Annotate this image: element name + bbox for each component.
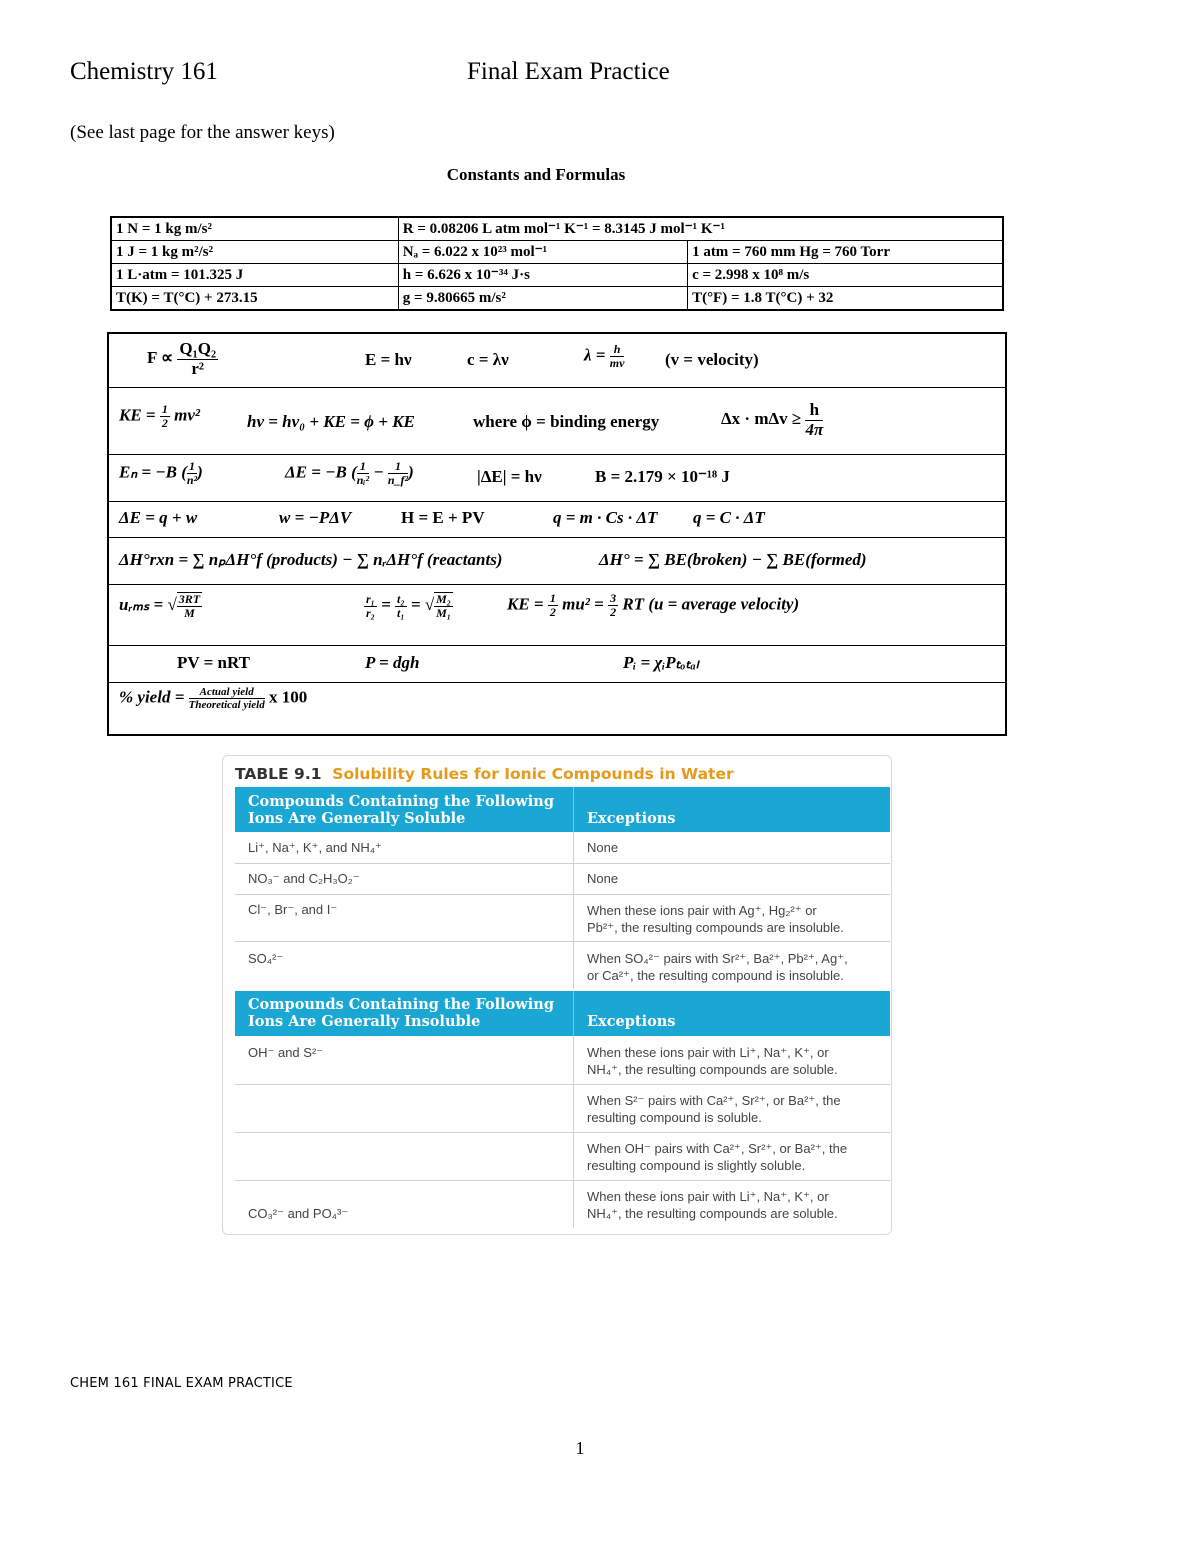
running-footer: CHEM 161 FINAL EXAM PRACTICE	[70, 1376, 293, 1391]
ion-cell: NO₃⁻ and C₂H₃O₂⁻	[248, 871, 360, 886]
de-broglie-equation: λ = $\frac{h}{mv}$	[584, 342, 625, 371]
exception-cell: None	[587, 840, 619, 855]
constant-cell: 1 atm = 760 mm Hg = 760 Torr	[688, 241, 1003, 264]
heat-capacity-equation: q = C · ΔT	[693, 508, 765, 527]
rms-speed-equation: uᵣₘₛ = √ $\frac{3RT}{M}$	[119, 592, 201, 621]
answer-key-note: (See last page for the answer keys)	[70, 122, 335, 143]
table-row	[235, 1036, 890, 1085]
soluble-header-label: Compounds Containing the Following Ions Are Generally Soluble	[248, 793, 554, 827]
table-row	[235, 1132, 890, 1181]
exceptions-header: Exceptions	[587, 810, 676, 827]
insoluble-header-label: Compounds Containing the Following Ions Are Generally Insoluble	[248, 996, 554, 1030]
table-row	[235, 894, 890, 942]
velocity-note: (v = velocity)	[665, 350, 759, 369]
planck-equation: E = hν	[365, 350, 412, 369]
ion-cell: CO₃²⁻ and PO₄³⁻	[248, 1206, 349, 1221]
formula-row-bohr	[109, 454, 1005, 502]
formula-row-pressure	[109, 645, 1005, 683]
ion-cell: Cl⁻, Br⁻, and I⁻	[248, 902, 338, 917]
constant-cell: c = 2.998 x 10⁸ m/s	[688, 264, 1003, 287]
constant-cell: h = 6.626 x 10⁻³⁴ J·s	[398, 264, 687, 287]
constants-row	[111, 264, 1003, 287]
enthalpy-equation: H = E + PV	[401, 508, 485, 527]
formula-row-gas-kinetics	[109, 584, 1005, 646]
constant-cell: T(K) = T(°C) + 273.15	[111, 287, 398, 311]
exception-cell: When these ions pair with Ag⁺, Hg₂²⁺ or Pb²⁺, the resulting compounds are insoluble.	[587, 903, 844, 935]
table-row	[235, 941, 890, 989]
constants-section-title: Constants and Formulas	[446, 165, 626, 184]
ion-cell: SO₄²⁻	[248, 951, 284, 966]
page-number: 1	[575, 1438, 585, 1458]
constant-cell: T(°F) = 1.8 T(°C) + 32	[688, 287, 1003, 311]
table-row	[235, 1084, 890, 1133]
ion-cell: Li⁺, Na⁺, K⁺, and NH₄⁺	[248, 840, 382, 855]
exception-cell: When these ions pair with Li⁺, Na⁺, K⁺, or NH₄⁺, the resulting compounds are soluble.	[587, 1189, 838, 1221]
exception-cell: When SO₄²⁻ pairs with Sr²⁺, Ba²⁺, Pb²⁺, Ag⁺, or Ca²⁺, the resulting compound is insoluble.	[587, 951, 848, 983]
ion-cell: OH⁻ and S²⁻	[248, 1045, 324, 1060]
wave-equation: c = λν	[467, 350, 509, 369]
formula-row-enthalpy	[109, 537, 1005, 585]
exception-cell: None	[587, 871, 619, 886]
percent-yield-equation: % yield = $\frac{\text{Actual yield}}{\text{Theoretical yield}}$ x 100	[119, 686, 308, 712]
exception-cell: When OH⁻ pairs with Ca²⁺, Sr²⁺, or Ba²⁺, the resulting compound is slightly soluble.	[587, 1141, 848, 1173]
rydberg-constant: B = 2.179 × 10⁻¹⁸ J	[595, 467, 730, 486]
hess-law-equation: ΔH°rxn = ∑ nₚΔH°f (products) − ∑ nᵣΔH°f (reactants)	[119, 550, 503, 569]
uncertainty-principle: Δx · mΔv ≥ $\frac{h}{4\pi}$	[721, 400, 824, 439]
ideal-gas-law: PV = nRT	[177, 653, 251, 672]
photon-energy-equation: |ΔE| = hν	[477, 467, 542, 486]
partial-pressure-equation: Pᵢ = χᵢPₜₒₜₐₗ	[623, 653, 699, 672]
exception-cell: When S²⁻ pairs with Ca²⁺, Sr²⁺, or Ba²⁺, the resulting compound is soluble.	[587, 1093, 841, 1125]
constants-table	[110, 216, 1004, 311]
energy-transition-equation: ΔE = −B ( $\frac{1}{\text{nᵢ²}}$ − $\frac{1}{\text{n\_f²}}$ )	[285, 459, 414, 488]
first-law-equation: ΔE = q + w	[119, 508, 198, 527]
work-equation: w = −PΔV	[279, 508, 352, 527]
course-title: Chemistry 161	[70, 58, 218, 85]
coulomb-law: F ∝ $\frac{\text{Q₁Q₂}}{\text{r²}}$	[147, 339, 217, 378]
formulas-box	[107, 332, 1007, 736]
solubility-table	[222, 755, 892, 1235]
insoluble-header	[235, 991, 890, 1036]
constant-cell: Nₐ = 6.022 x 10²³ mol⁻¹	[398, 241, 687, 264]
constants-row	[111, 287, 1003, 311]
formula-row-light	[109, 334, 1005, 388]
formula-row-yield	[109, 682, 1005, 730]
constant-cell: R = 0.08206 L atm mol⁻¹ K⁻¹ = 8.3145 J mol⁻¹ K⁻¹	[398, 217, 1003, 241]
gas-kinetic-energy-equation: KE = $\frac{1}{2}$ mu² = $\frac{3}{2}$ RT (u = average velocity)	[507, 591, 800, 620]
exceptions-header: Exceptions	[587, 1013, 676, 1030]
kinetic-energy-equation: KE = $\frac{1}{2}$ mv²	[119, 402, 200, 431]
specific-heat-equation: q = m · Cs · ΔT	[553, 508, 658, 527]
constant-cell: 1 J = 1 kg m²/s²	[111, 241, 398, 264]
constant-cell: 1 N = 1 kg m/s²	[111, 217, 398, 241]
table-row	[235, 1180, 890, 1228]
graham-law-equation: $\frac{\text{r₁}}{\text{r₂}}$ = $\frac{\text{t₂}}{\text{t₁}}$ = √ $\frac{\text{M₂}}{\text{M₁}}$	[366, 591, 451, 621]
solubility-table-title: TABLE 9.1 Solubility Rules for Ionic Compounds in Water	[235, 765, 734, 783]
photoelectric-equation: hν = hν₀ + KE = ϕ + KE	[247, 412, 415, 431]
soluble-header	[235, 787, 890, 832]
table-row	[235, 832, 890, 864]
constant-cell: g = 9.80665 m/s²	[398, 287, 687, 311]
formula-row-energy	[109, 387, 1005, 455]
table-row	[235, 863, 890, 895]
exception-cell: When these ions pair with Li⁺, Na⁺, K⁺, or NH₄⁺, the resulting compounds are soluble.	[587, 1045, 838, 1077]
bohr-energy-equation: Eₙ = −B ( $\frac{1}{\text{n²}}$ )	[119, 459, 203, 488]
constants-row	[111, 217, 1003, 241]
fluid-pressure-equation: P = dgh	[365, 653, 420, 672]
document-title: Final Exam Practice	[467, 58, 670, 85]
constants-row	[111, 241, 1003, 264]
formula-row-thermo	[109, 501, 1005, 538]
bond-enthalpy-equation: ΔH° = ∑ BE(broken) − ∑ BE(formed)	[599, 550, 867, 569]
binding-energy-note: where ϕ = binding energy	[473, 412, 660, 431]
constant-cell: 1 L·atm = 101.325 J	[111, 264, 398, 287]
